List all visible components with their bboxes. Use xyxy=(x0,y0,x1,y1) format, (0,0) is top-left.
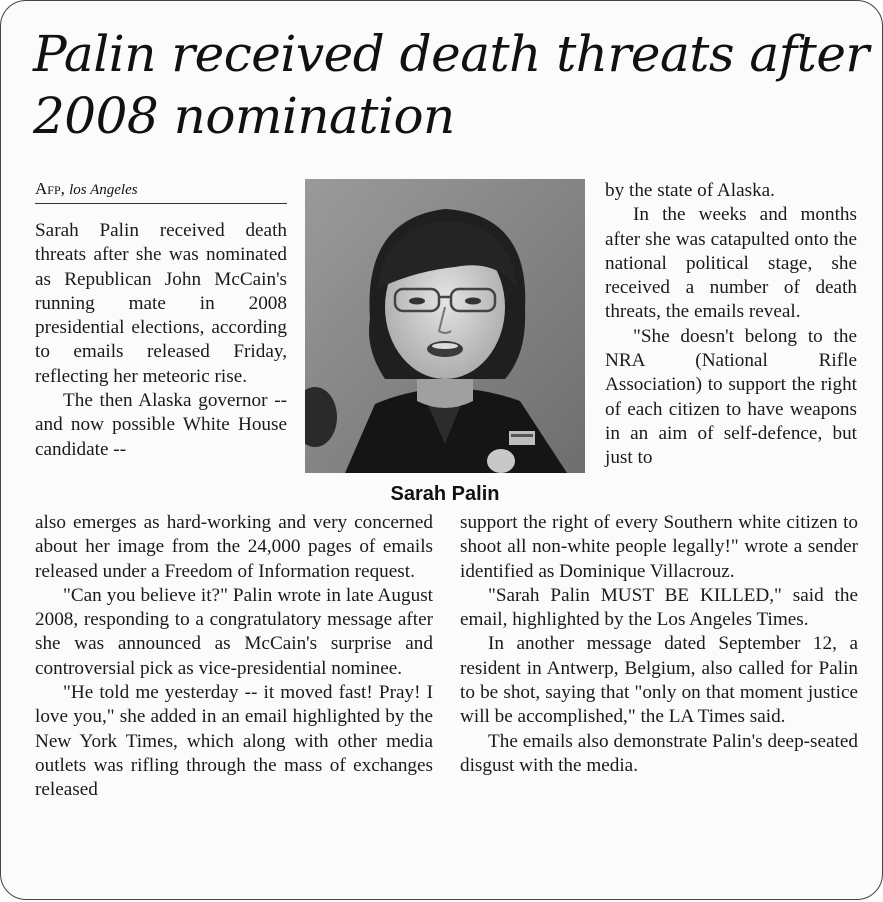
headline: Palin received death threats after 2008 nomination xyxy=(33,25,869,145)
paragraph-7: "Sarah Palin MUST BE KILLED," said the email, highlighted by the Los Angeles Times. xyxy=(460,584,858,631)
paragraph-2: The then Alaska governor -- and now possible White House candidate -- xyxy=(35,390,287,460)
column-2-bottom xyxy=(460,511,858,778)
paragraph-8: In another message dated September 12, a resident in Antwerp, Belgium, also called for Palin to be shot, saying that "only on that moment justice will be accomplished," the LA Times said. xyxy=(460,633,858,728)
paragraph-3: "Can you believe it?" Palin wrote in late August 2008, responding to a congratulatory message after she was announced as McCain's surprise and controversial pick as vice-presidential nominee. xyxy=(35,584,433,679)
column-1-top xyxy=(35,219,287,462)
paragraph-2-continued: also emerges as hard-working and very concerned about her image from the 24,000 pages of emails released under a Freedom of Information request. xyxy=(35,512,433,582)
paragraph-4: "He told me yesterday -- it moved fast! Pray! I love you," she added in an email highlighted by the New York Times, which along with other media outlets was rifling through the mass of exchanges released xyxy=(35,682,433,801)
photo xyxy=(305,179,585,473)
paragraph-5: In the weeks and months after she was catapulted onto the national political stage, she received a number of death threats, the emails reveal. xyxy=(605,204,857,323)
byline-location: los Angeles xyxy=(69,182,138,198)
column-2-top xyxy=(605,179,857,471)
photo-caption: Sarah Palin xyxy=(390,483,500,505)
sarah-palin-photo xyxy=(305,179,585,473)
paragraph-6-continued: support the right of every Southern white citizen to shoot all non-white people legally!" wrote a sender identified as Dominique Villacrouz. xyxy=(460,512,858,582)
byline-agency: Afp, xyxy=(35,179,65,198)
paragraph-6: "She doesn't belong to the NRA (National Rifle Association) to support the right of each citizen to have weapons in an aim of self-defence, but just to xyxy=(605,325,857,469)
column-1-bottom xyxy=(35,511,433,803)
byline xyxy=(35,177,287,204)
paragraph-1: Sarah Palin received death threats after she was nominated as Republican John McCain's running mate in 2008 presidential elections, according to emails released Friday, reflecting her meteoric rise. xyxy=(35,220,287,387)
paragraph-9: The emails also demonstrate Palin's deep-seated disgust with the media. xyxy=(460,730,858,776)
paragraph-4-continued: by the state of Alaska. xyxy=(605,180,775,201)
